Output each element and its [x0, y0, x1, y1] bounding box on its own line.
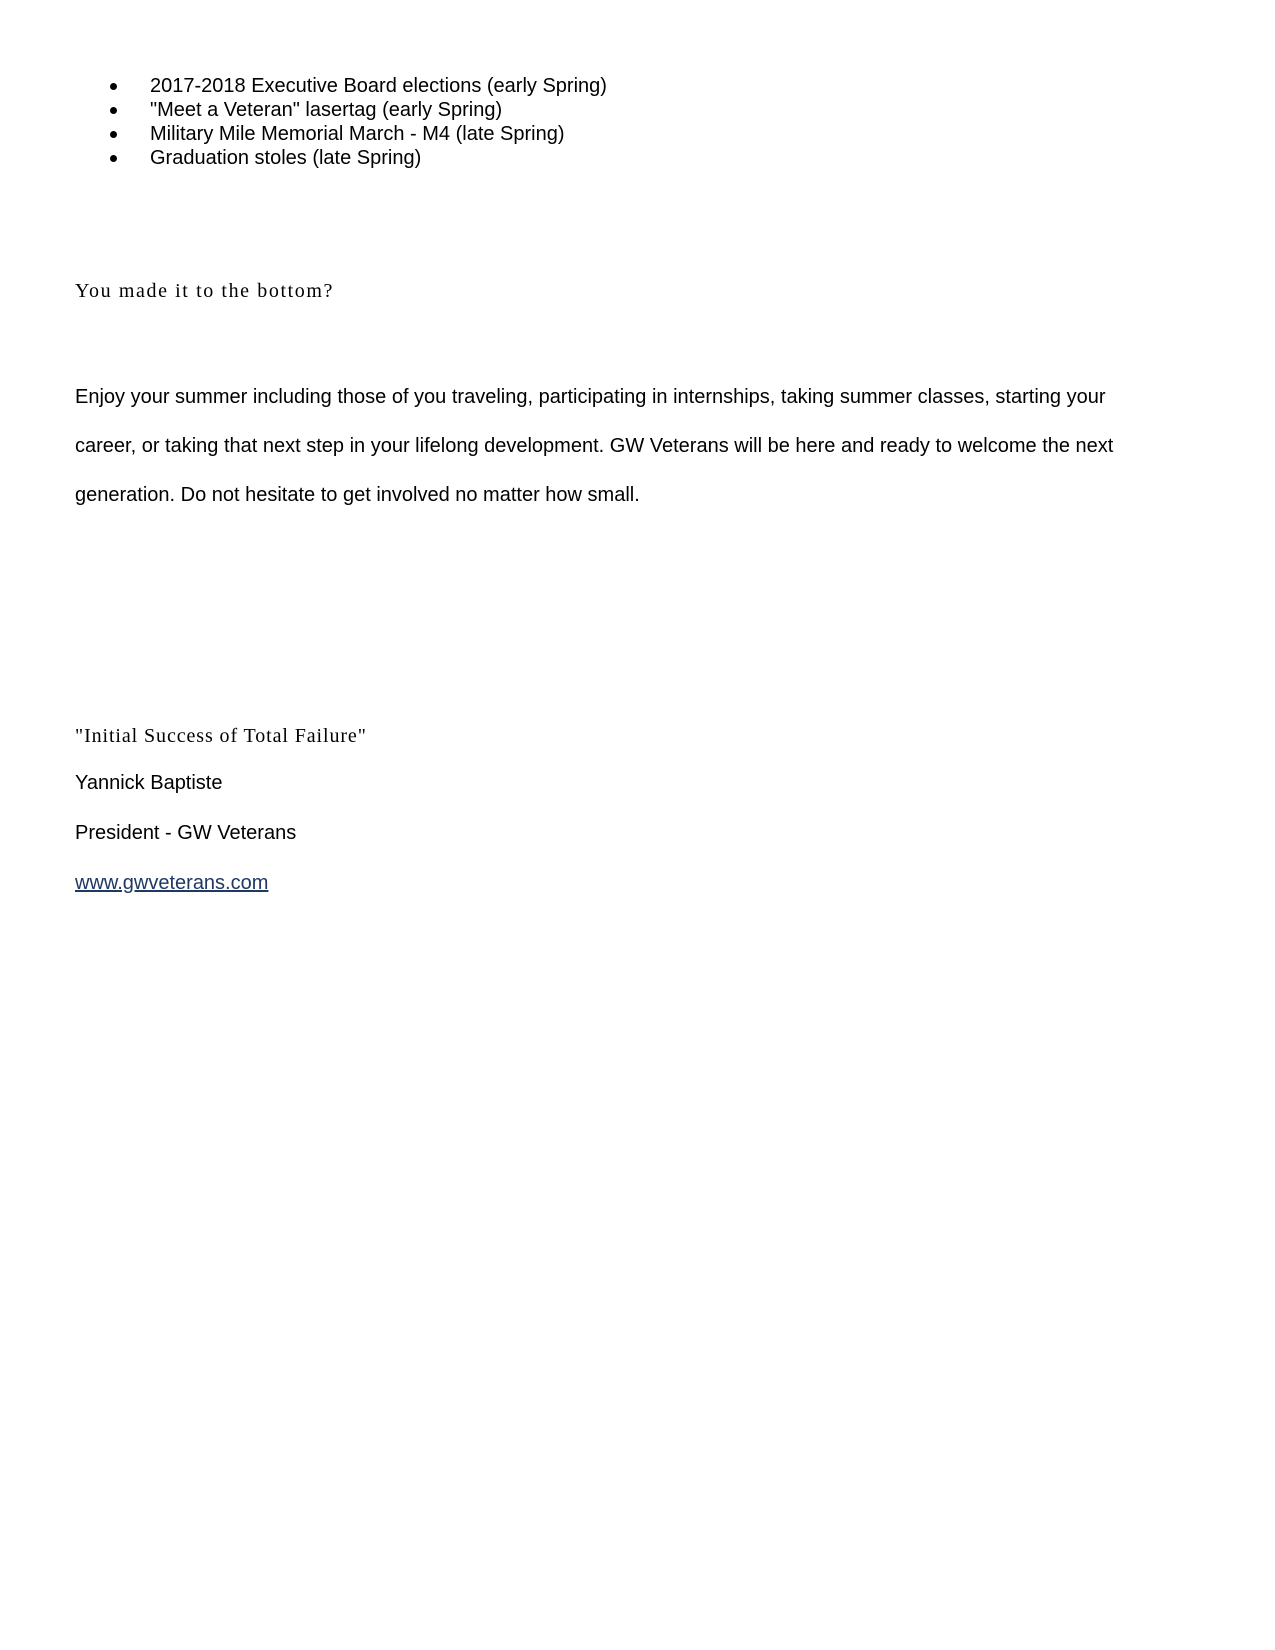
website-link[interactable]: www.gwveterans.com [75, 872, 269, 894]
signature-title: President - GW Veterans [75, 822, 297, 844]
signature-name: Yannick Baptiste [75, 772, 223, 794]
list-item [0, 74, 607, 98]
closing-heading: You made it to the bottom? [75, 280, 335, 302]
list-item [0, 98, 607, 122]
list-item [0, 122, 607, 146]
paragraph-line: career, or taking that next step in your lifelong development. GW Veterans will be here and ready to welcome the next [75, 435, 1114, 457]
list-item [0, 146, 607, 170]
event-text: 2017-2018 Executive Board elections (early Spring) [150, 75, 607, 97]
signature-quote: "Initial Success of Total Failure" [75, 725, 367, 747]
bullet-icon [110, 131, 117, 138]
event-text: Military Mile Memorial March - M4 (late Spring) [150, 123, 565, 145]
paragraph-line: generation. Do not hesitate to get involved no matter how small. [75, 484, 640, 506]
event-text: Graduation stoles (late Spring) [150, 147, 422, 169]
closing-paragraph [75, 373, 1185, 520]
bullet-icon [110, 155, 117, 162]
event-text: "Meet a Veteran" lasertag (early Spring) [150, 99, 503, 121]
events-list [0, 74, 607, 170]
paragraph-line: Enjoy your summer including those of you traveling, participating in internships, taking summer classes, starting your [75, 386, 1106, 408]
bullet-icon [110, 83, 117, 90]
bullet-icon [110, 107, 117, 114]
